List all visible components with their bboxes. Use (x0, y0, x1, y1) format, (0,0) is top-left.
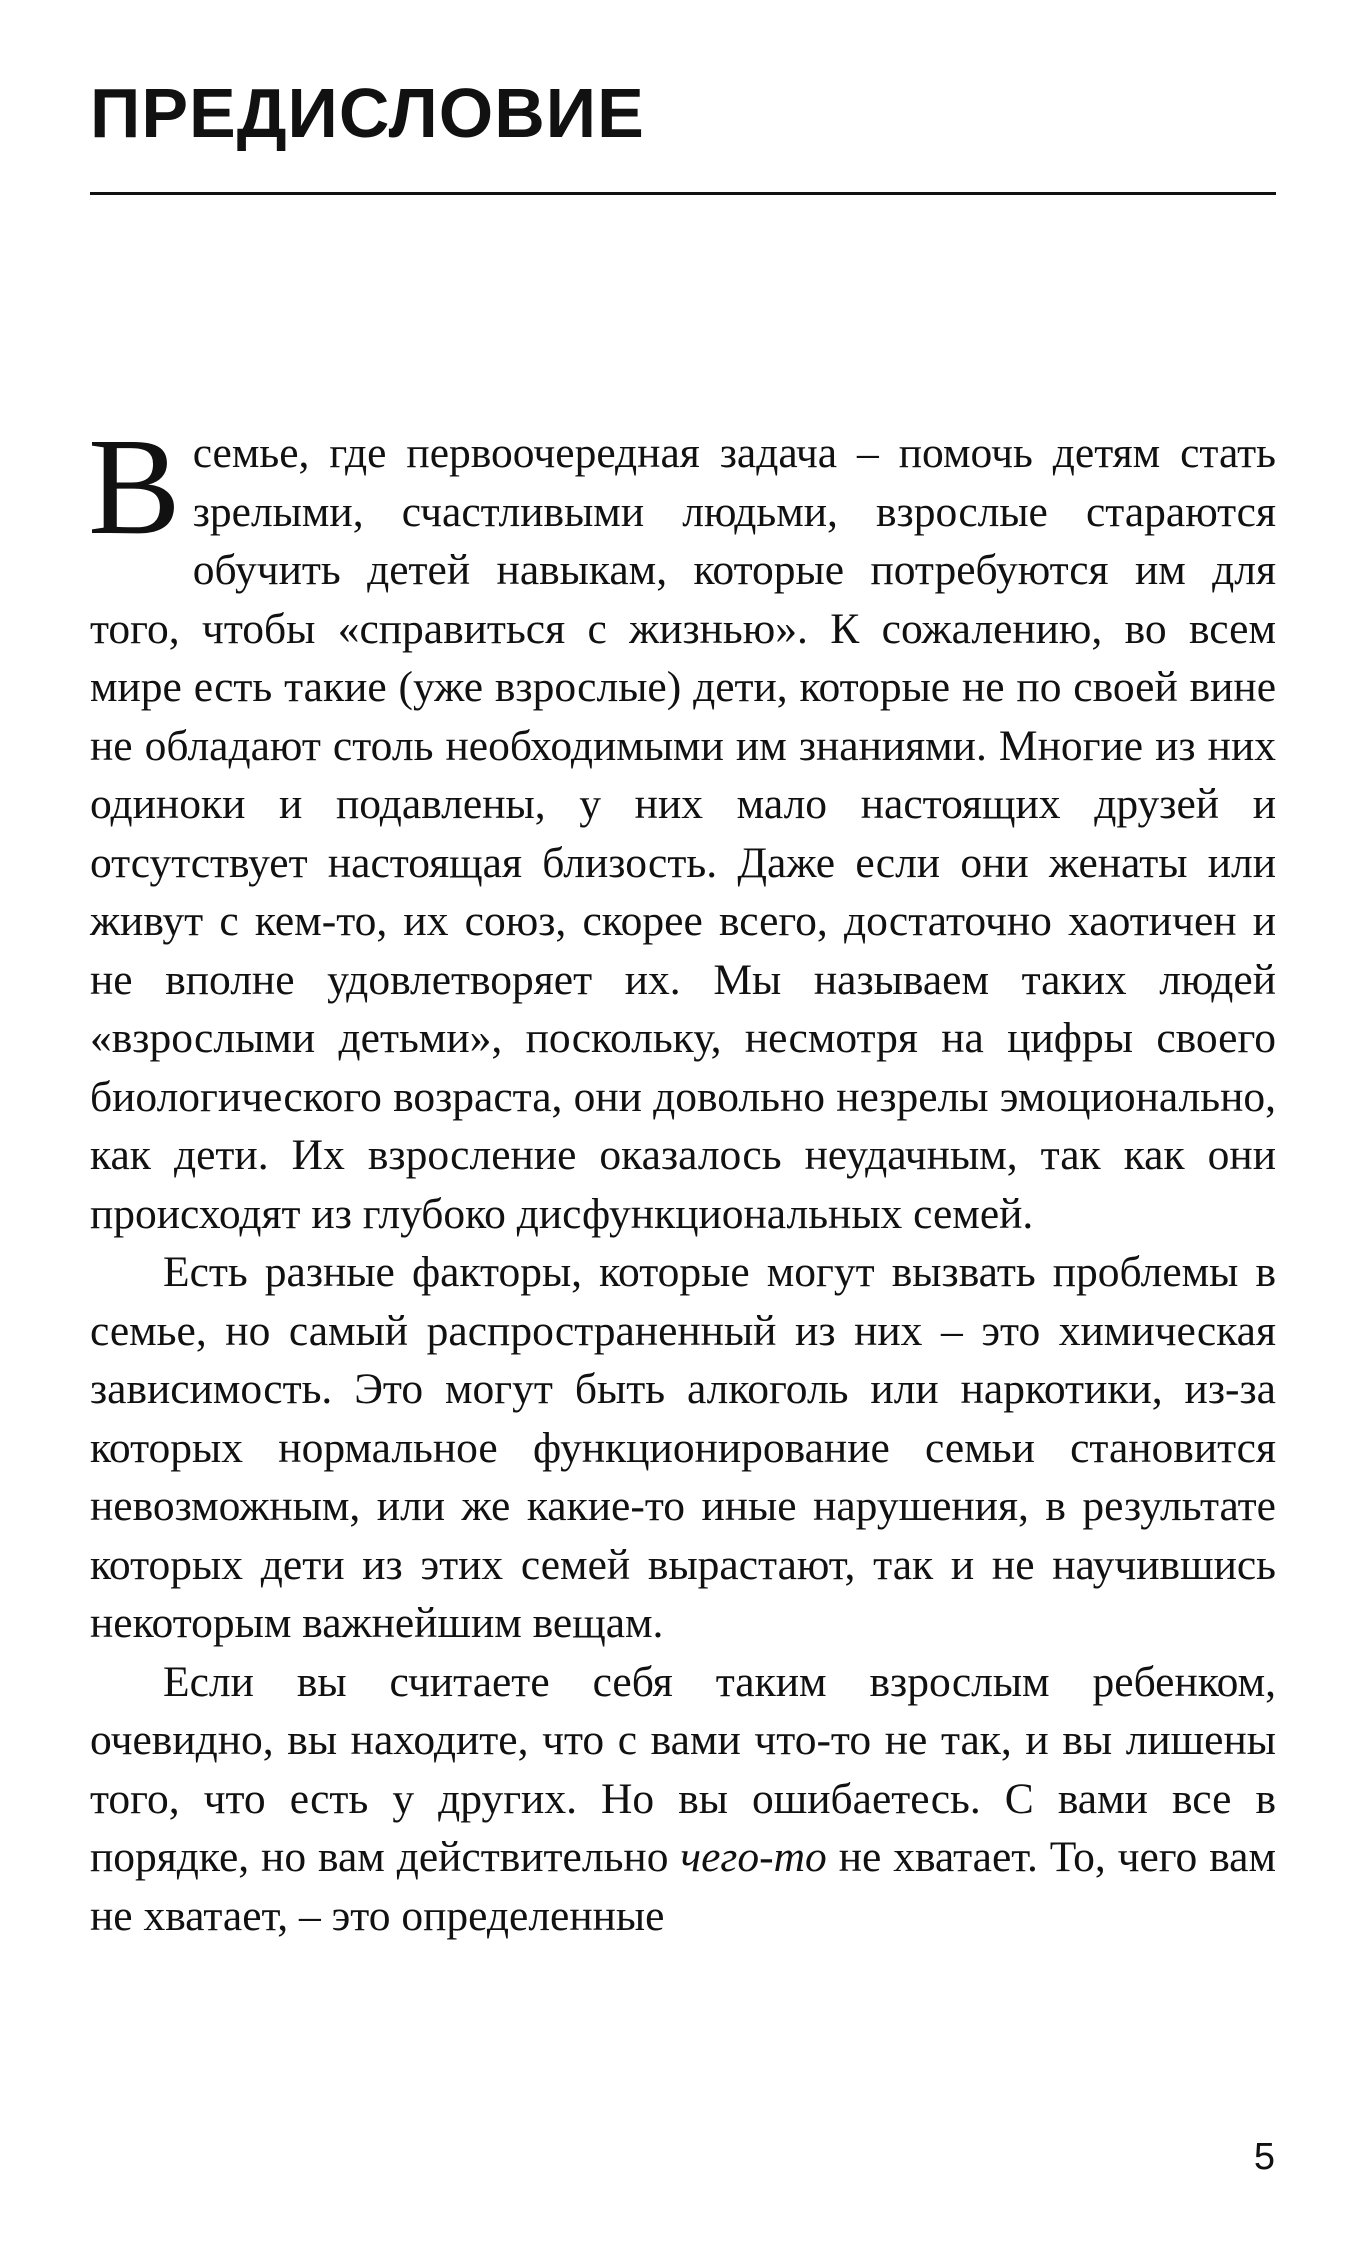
page-number: 5 (1253, 2136, 1275, 2178)
paragraph-3-text-after: не хватает. То, чего вам не хватает, – это определенные (90, 1833, 1276, 1940)
paragraph-3-emphasis: чего-то (680, 1833, 827, 1881)
drop-cap: В (88, 410, 181, 564)
title-divider (90, 192, 1276, 195)
chapter-title: ПРЕДИСЛОВИЕ (90, 74, 645, 152)
paragraph-1-text: семье, где первоочередная задача – помочь детям стать зрелыми, счастливыми людьми, взрослые стараются обучить детей навыкам, которые потребуются им для того, чтобы «справиться с жизнью». К сожалению, во всем мире есть такие (уже взрослые) дети, которые не по своей вине не обладают столь необходимыми им знаниями. Многие из них одиноки и подавлены, у них мало настоящих друзей и отсутствует настоящая близость. Даже если они женаты или живут с кем-то, их союз, скорее всего, достаточно хаотичен и не вполне удовлетворяет их. Мы называем таких людей «взрослыми детьми», поскольку, несмотря на цифры своего биологического возраста, они довольно незрелы эмоционально, как дети. Их взросление оказалось неудачным, так как они происходят из глубоко дисфункциональных семей. (90, 429, 1276, 1238)
paragraph-1 (88, 410, 1276, 1243)
paragraph-2 (90, 1243, 1276, 1653)
paragraph-3-text-before: Если вы считаете себя таким взрослым ребенком, очевидно, вы находите, что с вами что-то не так, и вы лишены того, что есть у других. Но вы ошибаетесь. С вами все в порядке, но вам действительно (90, 1657, 1276, 1881)
paragraph-3 (90, 1653, 1276, 1946)
paragraph-2-text: Есть разные факторы, которые могут вызвать проблемы в семье, но самый распространенный из них – это химическая зависимость. Это могут быть алкоголь или наркотики, из-за которых нормальное функционирование семьи становится невозможным, или же какие-то иные нарушения, в результате которых дети из этих семей вырастают, так и не научившись некоторым важнейшим вещам. (90, 1248, 1276, 1647)
body-text (88, 410, 1276, 1945)
